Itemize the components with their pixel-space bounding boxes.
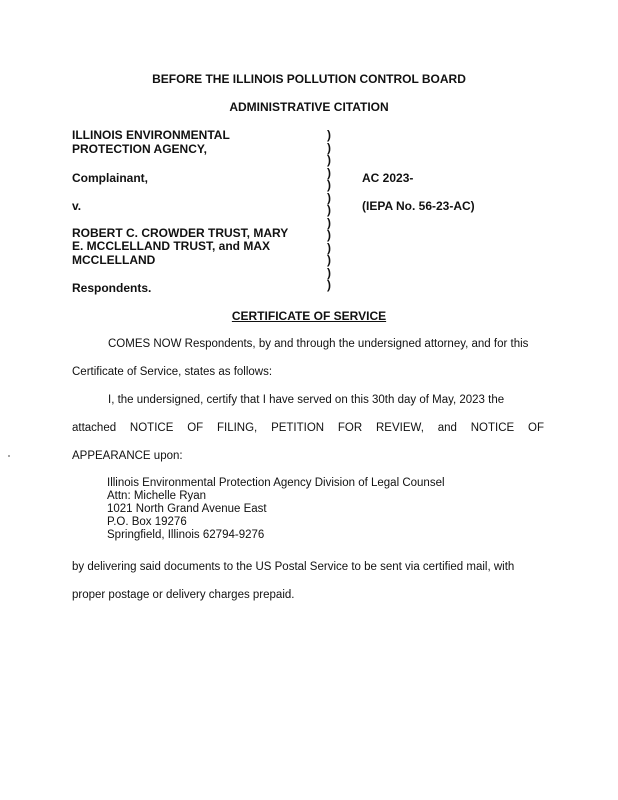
para2-line2: attached NOTICE OF FILING, PETITION FOR REVIEW, and NOTICE OF — [72, 422, 544, 434]
para1-line2: Certificate of Service, states as follows: — [72, 366, 273, 378]
address-line: Illinois Environmental Protection Agency Division of Legal Counsel — [107, 477, 445, 489]
para2-line1: I, the undersigned, certify that I have served on this 30th day of May, 2023 the — [108, 394, 505, 406]
complainant-label: Complainant, — [72, 171, 149, 185]
versus-label: v. — [72, 199, 82, 213]
respondent-name-line2: E. MCCLELLAND TRUST, and MAX — [72, 239, 270, 253]
caption-parentheses: ) ) ) ) ) ) ) ) ) ) ) ) ) — [327, 128, 331, 292]
respondent-name-line1: ROBERT C. CROWDER TRUST, MARY — [72, 226, 289, 240]
address-line: P.O. Box 19276 — [107, 516, 187, 528]
complainant-name-line1: ILLINOIS ENVIRONMENTAL — [72, 128, 230, 142]
stray-mark — [8, 455, 10, 457]
respondent-name-line3: MCCLELLAND — [72, 253, 156, 267]
address-line: Attn: Michelle Ryan — [107, 490, 207, 502]
board-heading: BEFORE THE ILLINOIS POLLUTION CONTROL BOARD — [152, 72, 466, 86]
para1-line1: COMES NOW Respondents, by and through the undersigned attorney, and for this — [108, 338, 529, 350]
complainant-name-line2: PROTECTION AGENCY, — [72, 142, 207, 156]
case-number: AC 2023- — [362, 171, 414, 185]
certificate-title: CERTIFICATE OF SERVICE — [231, 309, 387, 323]
address-line: 1021 North Grand Avenue East — [107, 503, 267, 515]
address-line: Springfield, Illinois 62794-9276 — [107, 529, 265, 541]
respondents-label: Respondents. — [72, 281, 152, 295]
para2-line3: APPEARANCE upon: — [72, 450, 183, 462]
citation-heading: ADMINISTRATIVE CITATION — [229, 100, 389, 114]
para3-line1: by delivering said documents to the US Postal Service to be sent via certified mail, with — [72, 561, 515, 573]
epa-number: (IEPA No. 56-23-AC) — [362, 199, 475, 213]
para3-line2: proper postage or delivery charges prepaid. — [72, 589, 295, 601]
